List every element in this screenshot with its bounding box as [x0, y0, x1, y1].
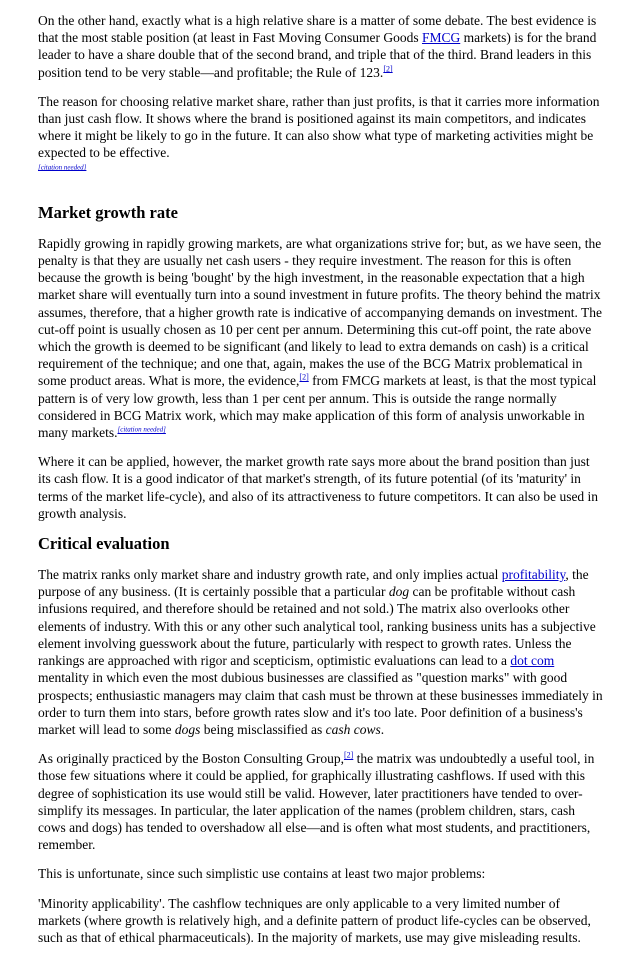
- link-profitability[interactable]: profitability: [501, 567, 566, 583]
- paragraph-relative-share: [38, 12, 604, 81]
- text: The matrix ranks only market share and industry growth rate, and only implies actual: [38, 567, 502, 583]
- article-body: [38, 12, 604, 958]
- text: As originally practiced by the Boston Consulting Group,: [38, 751, 344, 767]
- emphasis: dog: [388, 584, 410, 600]
- text: Rapidly growing in rapidly growing markets, are what organizations strive for; but, as we have seen, the penalty is that they are usually net cash users - they require investment. The reason for this is often because the growth is being 'bought' by the high investment, in the reasonable expectation that a high market share will eventually turn into a sound investment in future profits. The theory behind the matrix assumes, therefore, that a higher growth rate is indicative of accompanying demands on investment. The cut-off point is usually chosen as 10 per cent per annum. Determining this cut-off point, the rate above which the growth is deemed to be significant (and likely to lead to extra demands on cash) is a critical requirement of the technique; and one that, again, makes the use of the BCG Matrix problematical in some product areas. What is more, the evidence,: [38, 235, 602, 389]
- heading-critical-evaluation: Critical evaluation: [38, 534, 170, 554]
- text: mentality in which even the most dubious businesses are classified as "question marks" with good prospects; enthusiastic managers may claim that cash must be thrown at these businesses immediately in order to turn them into stars, before growth rates slow and it's too late. Poor definition of a business's market will lead to some: [38, 670, 603, 737]
- link-dot-com[interactable]: dot com: [510, 653, 555, 669]
- reference-link[interactable]: [2]: [299, 372, 309, 382]
- text: The reason for choosing relative market share, rather than just profits, is that it carries more information than just cash flow. It shows where the brand is positioned against its main competitors, and indicates where it might be likely to go in the future. It can also show what type of marketing activities might be expected to be effective.: [38, 93, 600, 161]
- emphasis: dogs: [174, 721, 201, 737]
- paragraph-growth: [38, 235, 604, 441]
- paragraph-growth-applied: Where it can be applied, however, the market growth rate says more about the brand position than just its cash flow. It is a good indicator of that market's strength, of its future potential (of its 'maturity' in terms of the market life-cycle), and also of its attractiveness to future competitors. It can also be used in growth analysis.: [38, 454, 599, 521]
- text: from FMCG markets at least, is that the most typical pattern is of very low growth, less than 1 per cent per annum. This is outside the range normally considered in BCG Matrix work, which may make application of this form of analysis unworkable in many markets.: [38, 373, 597, 441]
- text: can be profitable without cash infusions required, and therefore should be retained and not sold.) The matrix also overlooks other elements of industry. With this or any other such analytical tool, ranking business units has a subjective element involving guesswork about the future, particularly with respect to growth rates. Unless the rankings are approached with rigor and scepticism, optimistic evaluations can lead to a: [38, 584, 596, 669]
- text: On the other hand, exactly what is a high relative share is a matter of some debate. The best evidence is that the most stable position (at least in Fast Moving Consumer Goods: [38, 13, 597, 46]
- citation-needed-link[interactable]: [citation needed]: [38, 163, 87, 172]
- text: being misclassified as: [200, 721, 326, 737]
- paragraph-bcg-original: [38, 750, 604, 853]
- paragraph-unfortunate: This is unfortunate, since such simplistic use contains at least two major problems:: [38, 866, 486, 882]
- text: the matrix was undoubtedly a useful tool, in those few situations where it could be applied, for graphically illustrating cashflows. If used with this degree of sophistication its use would still be valid. However, later practitioners have tended to over-simplify its messages. In particular, the later application of the names (problem children, stars, cash cows and dogs) has tended to overshadow all else—and is often what most students, and practitioners, remember.: [38, 751, 595, 853]
- paragraph-reason: [38, 93, 604, 179]
- citation-needed-link[interactable]: [citation needed]: [117, 425, 166, 434]
- text: , the purpose of any business. (It is certainly possible that a particular: [38, 567, 589, 600]
- text: markets) is for the brand leader to have a share double that of the second brand, and triple that of the third. Brand leaders in this position tend to be very stable—and profitable; the Rule of 123.: [38, 30, 597, 80]
- reference-link[interactable]: [2]: [343, 750, 354, 760]
- link-fmcg[interactable]: FMCG: [421, 30, 461, 46]
- paragraph-critical: [38, 566, 604, 738]
- reference-link[interactable]: [2]: [383, 64, 393, 74]
- heading-market-growth-rate: Market growth rate: [38, 202, 178, 222]
- emphasis: cash cows: [325, 721, 381, 737]
- paragraph-minority-applicability: 'Minority applicability'. The cashflow techniques are only applicable to a very limited number of markets (where growth is relatively high, and a definite pattern of product life-cycles can be observed, such as that of ethical pharmaceuticals). In the majority of markets, use may give misleading results.: [38, 895, 591, 945]
- text: .: [380, 721, 385, 737]
